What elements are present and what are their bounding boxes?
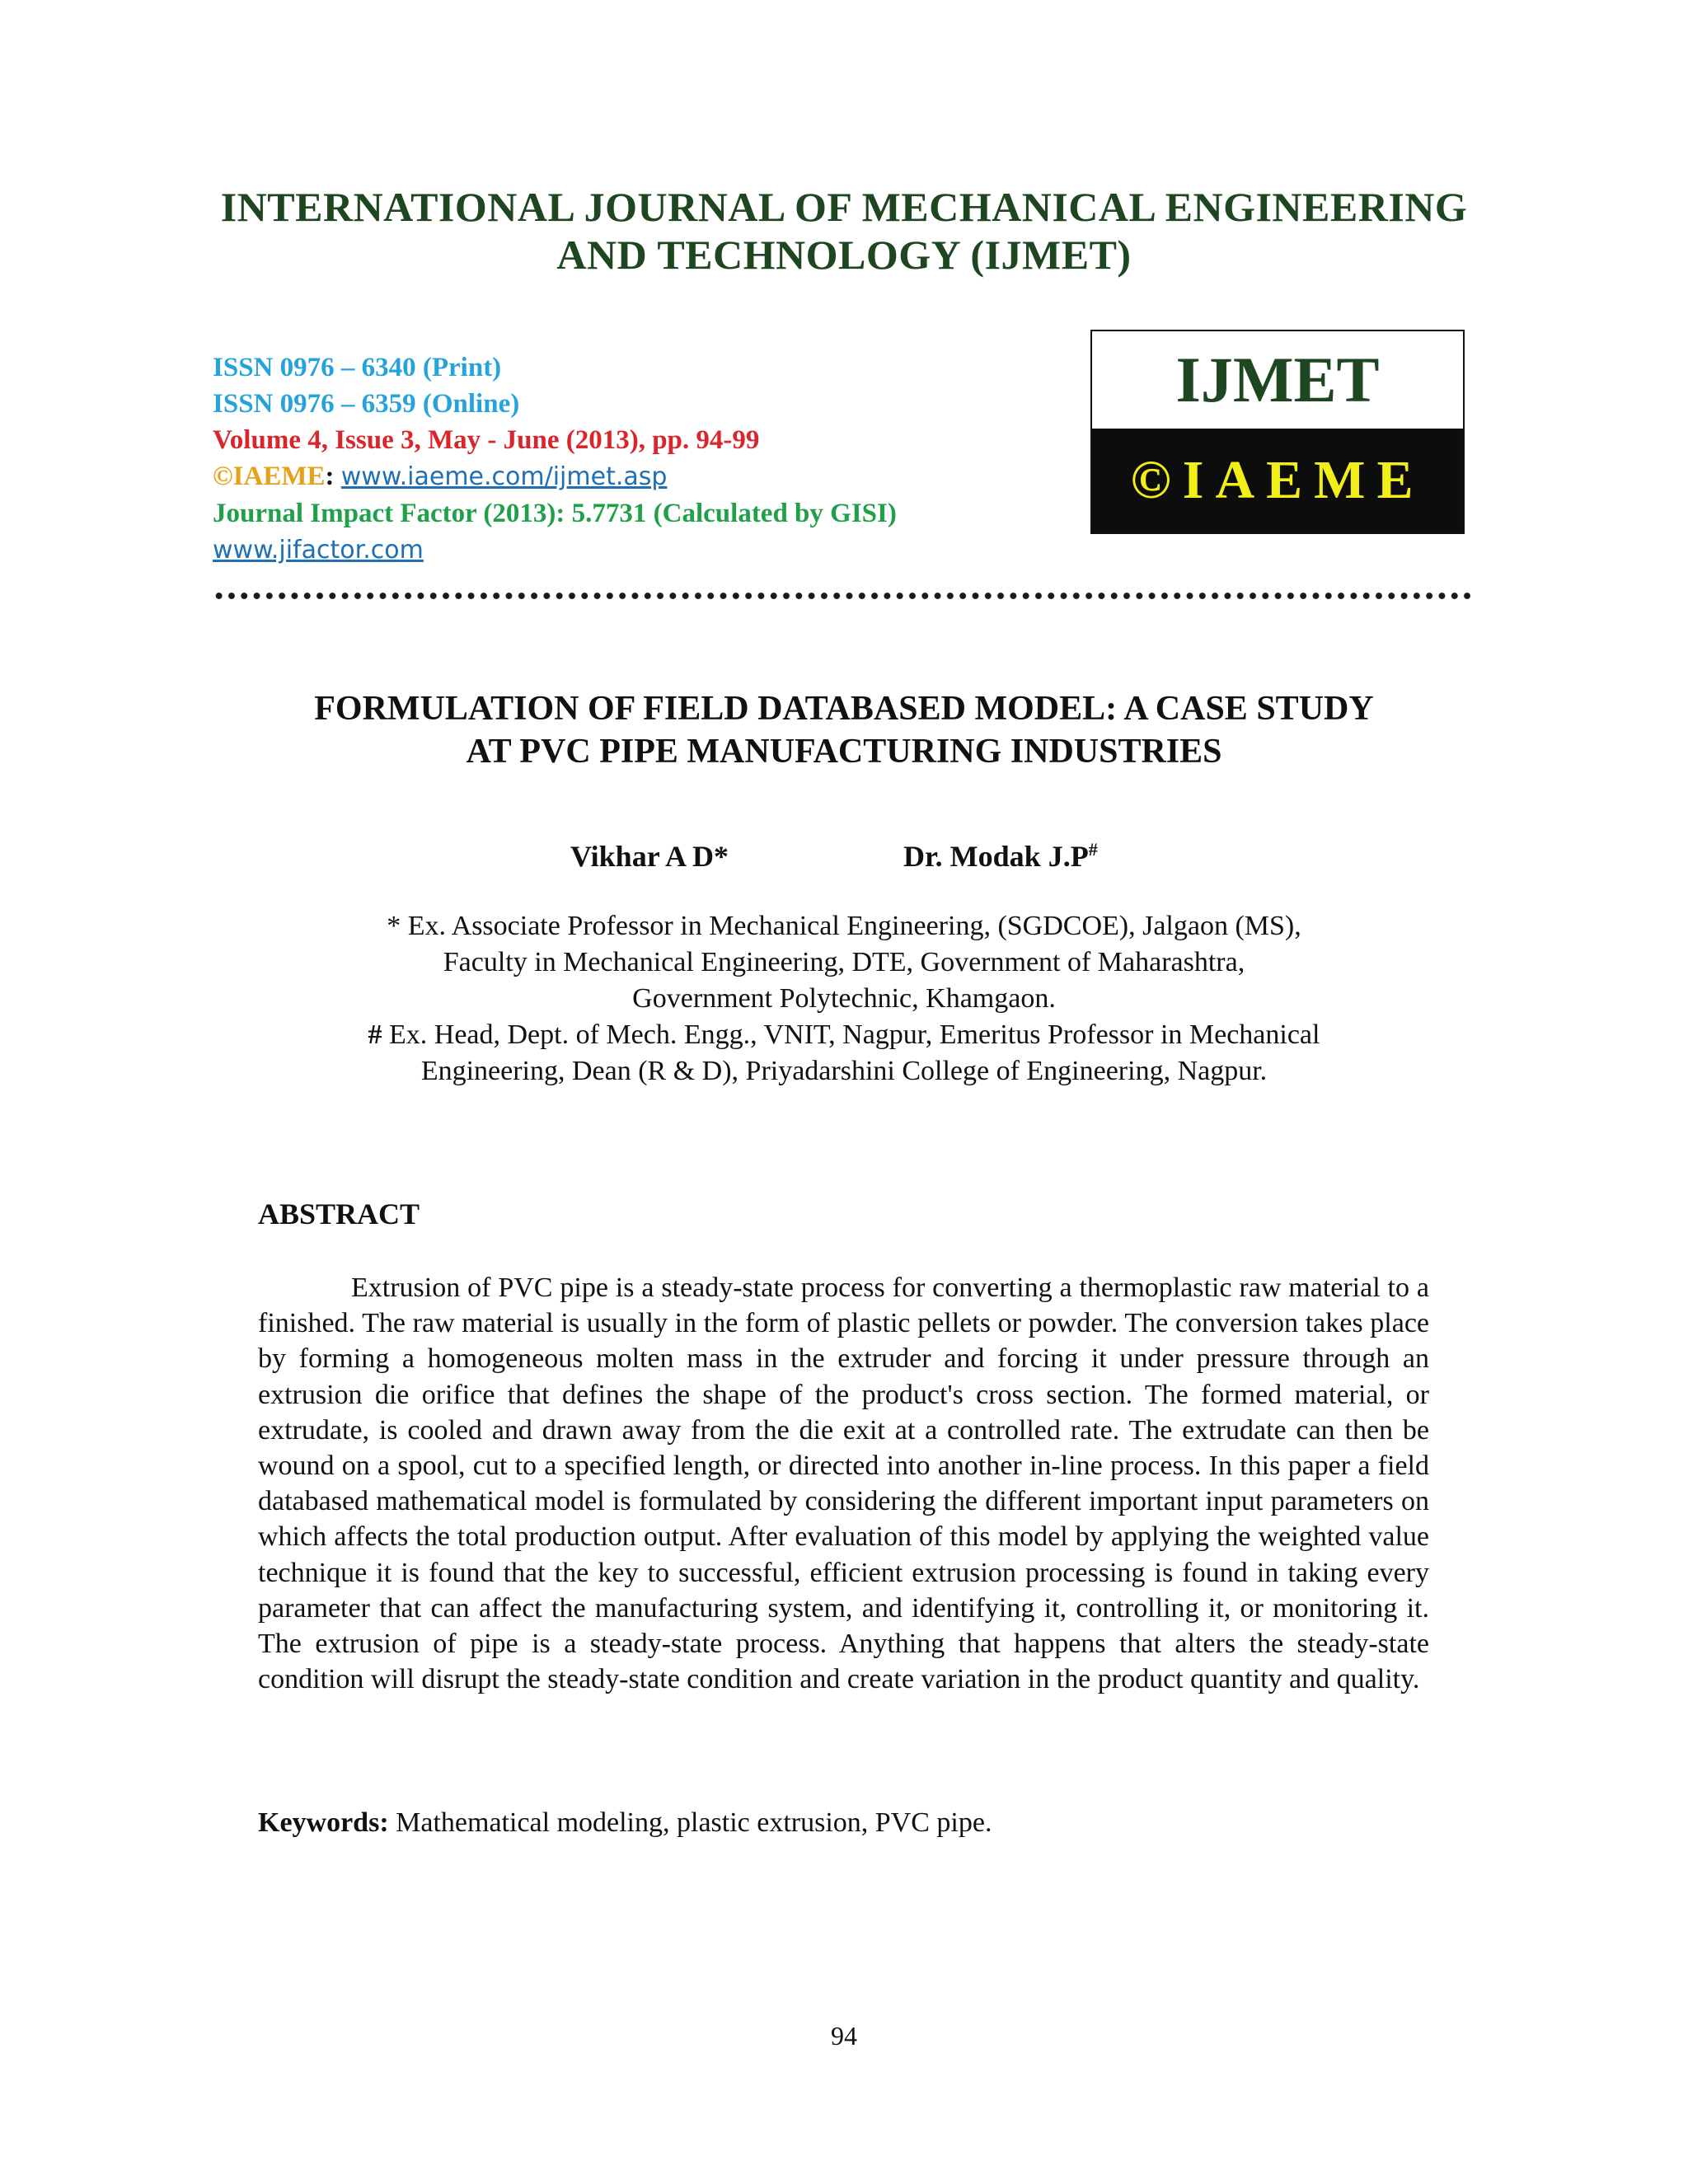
journal-title-line2: AND TECHNOLOGY (IJMET) — [556, 232, 1132, 278]
author-2 — [903, 839, 1098, 874]
affiliation-line2: Faculty in Mechanical Engineering, DTE, Government of Maharashtra, — [443, 947, 1245, 977]
journal-title-line1: INTERNATIONAL JOURNAL OF MECHANICAL ENGINEERING — [220, 184, 1468, 230]
author-2-mark: # — [1088, 839, 1098, 860]
keywords-text: Mathematical modeling, plastic extrusion, PVC pipe. — [388, 1807, 992, 1838]
publisher-link[interactable]: www.iaeme.com/ijmet.asp — [340, 462, 668, 491]
abstract-body: Extrusion of PVC pipe is a steady-state process for converting a thermoplastic raw material to a finished. The raw material is usually in the form of plastic pellets or powder. The conversion takes place by forming a homogeneous molten mass in the extruder and forcing it under pressure through an extrusion die orifice that defines the shape of the product's cross section. The formed material, or extrudate, is cooled and drawn away from the die exit at a controlled rate. The extrudate can then be wound on a spool, cut to a specified length, or directed into another in-line process. In this paper a field databased mathematical model is formulated by considering the different important input parameters on which affects the total production output. After evaluation of this model by applying the weighted value technique it is found that the key to successful, efficient extrusion processing is found in taking every parameter that can affect the manufacturing system, and identifying it, controlling it, or monitoring it. The extrusion of pipe is a steady-state process. Anything that happens that alters the steady-state condition will disrupt the steady-state condition and create variation in the product quantity and quality. — [258, 1272, 1429, 1695]
affiliation-line5: Engineering, Dean (R & D), Priyadarshini College of Engineering, Nagpur. — [420, 1056, 1268, 1086]
logo-title: IJMET — [1092, 331, 1463, 430]
impact-factor: Journal Impact Factor (2013): 5.7731 (Calculated by GISI) — [213, 499, 897, 528]
affiliation-line3: Government Polytechnic, Khamgaon. — [632, 983, 1056, 1014]
author-2-name: Dr. Modak J.P — [903, 840, 1089, 873]
copyright-symbol: © — [213, 462, 233, 491]
ijmet-logo — [1090, 330, 1465, 534]
publisher-colon: : — [325, 462, 335, 491]
author-1-name: Vikhar A D* — [570, 840, 729, 873]
issn-online: ISSN 0976 – 6359 (Online) — [213, 389, 520, 419]
jifactor-link[interactable]: www.jifactor.com — [213, 536, 424, 565]
publisher-name: IAEME — [232, 462, 326, 491]
journal-title — [0, 183, 1688, 279]
affiliation-line1: * Ex. Associate Professor in Mechanical Engineering, (SGDCOE), Jalgaon (MS), — [387, 911, 1301, 941]
paper-title — [0, 687, 1688, 773]
affiliation-line4-mark: # — [368, 1019, 382, 1050]
dotted-divider — [213, 590, 1470, 602]
journal-meta — [213, 349, 897, 569]
volume-info: Volume 4, Issue 3, May - June (2013), pp. 94-99 — [213, 425, 760, 455]
logo-copyright: ©IAEME — [1092, 429, 1463, 532]
page-number: 94 — [831, 2021, 857, 2050]
abstract-heading: ABSTRACT — [258, 1197, 420, 1230]
affiliation-line4 — [0, 1017, 1688, 1053]
affiliations — [0, 908, 1688, 1090]
publisher-line — [213, 458, 897, 495]
paper-title-line2: AT PVC PIPE MANUFACTURING INDUSTRIES — [466, 733, 1222, 771]
author-1 — [570, 839, 729, 874]
issn-print: ISSN 0976 – 6340 (Print) — [213, 353, 502, 382]
affiliation-line4-text: Ex. Head, Dept. of Mech. Engg., VNIT, Nagpur, Emeritus Professor in Mechanical — [382, 1019, 1320, 1050]
paper-title-line1: FORMULATION OF FIELD DATABASED MODEL: A CASE STUDY — [314, 690, 1374, 728]
keywords-label: Keywords: — [258, 1807, 389, 1838]
keywords — [258, 1805, 1429, 1841]
